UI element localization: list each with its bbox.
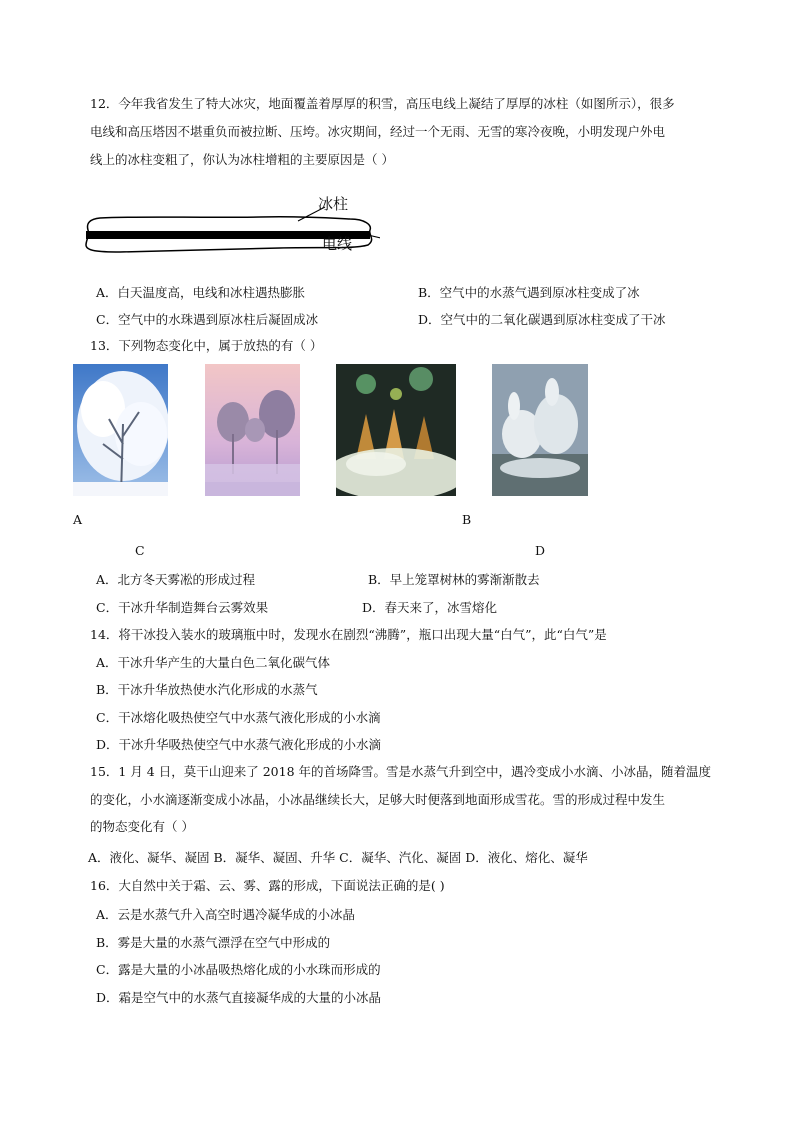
q14-option-c: C．干冰熔化吸热使空气中水蒸气液化形成的小水滴 (96, 710, 381, 725)
q15-line-2: 的变化，小水滴逐渐变成小冰晶，小冰晶继续长大，足够大时便落到地面形成雪花。雪的形成过程中发生 (90, 792, 666, 807)
q16-option-b: B．雾是大量的水蒸气漂浮在空气中形成的 (96, 935, 331, 950)
q12-line-3: 线上的冰柱变粗了，你认为冰柱增粗的主要原因是（ ） (90, 152, 394, 167)
q14-stem: 14．将干冰投入装水的玻璃瓶中时，发现水在剧烈“沸腾”，瓶口出现大量“白气”，此“白气”是 (90, 627, 607, 642)
stage-fog-photo (336, 364, 456, 496)
q12-option-c: C．空气中的水珠遇到原冰柱后凝固成冰 (96, 312, 319, 327)
q16-option-a: A．云是水蒸气升入高空时遇冷凝华成的小冰晶 (96, 907, 356, 922)
foggy-forest-photo (205, 364, 300, 496)
q16-option-c: C．露是大量的小冰晶吸热熔化成的小水珠而形成的 (96, 962, 381, 977)
image-label-b: B (462, 512, 472, 527)
q12-line-2: 电线和高压塔因不堪重负而被拉断、压垮。冰灾期间，经过一个无雨、无雪的寒冷夜晚，小明发现户外电 (90, 124, 666, 139)
q16-stem: 16．大自然中关于霜、云、雾、露的形成，下面说法正确的是( ) (90, 878, 445, 893)
q14-option-b: B．干冰升华放热使水汽化形成的水蒸气 (96, 682, 318, 697)
q12-option-b: B．空气中的水蒸气遇到原冰柱变成了冰 (418, 285, 640, 300)
image-label-c: C (135, 543, 145, 558)
wire-label: 电线 (322, 235, 353, 253)
q12-line-1: 12．今年我省发生了特大冰灾，地面覆盖着厚厚的积雪，高压电线上凝结了厚厚的冰柱（如图所示），很多 (90, 96, 675, 111)
q13-option-b: B．早上笼罩树林的雾渐渐散去 (368, 572, 540, 587)
q13-option-c: C．干冰升华制造舞台云雾效果 (96, 600, 269, 615)
q13-stem: 13．下列物态变化中，属于放热的有（ ） (90, 338, 323, 353)
q12-option-d: D．空气中的二氧化碳遇到原冰柱变成了干冰 (418, 312, 666, 327)
q14-option-d: D．干冰升华吸热使空气中水蒸气液化形成的小水滴 (96, 737, 382, 752)
q15-options: A．液化、凝华、凝固 B．凝华、凝固、升华 C．凝华、汽化、凝固 D．液化、熔化、凝华 (88, 850, 588, 865)
q13-option-a: A．北方冬天雾凇的形成过程 (96, 572, 256, 587)
image-label-a: A (73, 512, 83, 527)
q15-line-3: 的物态变化有（ ） (90, 819, 194, 834)
rime-tree-photo (73, 364, 168, 496)
q12-option-a: A．白天温度高，电线和冰柱遇热膨胀 (96, 285, 306, 300)
q15-line-1: 15．1 月 4 日，莫干山迎来了 2018 年的首场降雪。雪是水蒸气升到空中，遇冷变成小水滴、小冰晶，随着温度 (90, 764, 711, 779)
q16-option-d: D．霜是空气中的水蒸气直接凝华成的大量的小冰晶 (96, 990, 382, 1005)
q13-option-d: D．春天来了，冰雪熔化 (362, 600, 498, 615)
q14-option-a: A．干冰升华产生的大量白色二氧化碳气体 (96, 655, 331, 670)
melting-snow-sculpture-photo (492, 364, 588, 496)
image-label-d: D (535, 543, 546, 558)
ice-column-label: 冰柱 (318, 195, 349, 213)
